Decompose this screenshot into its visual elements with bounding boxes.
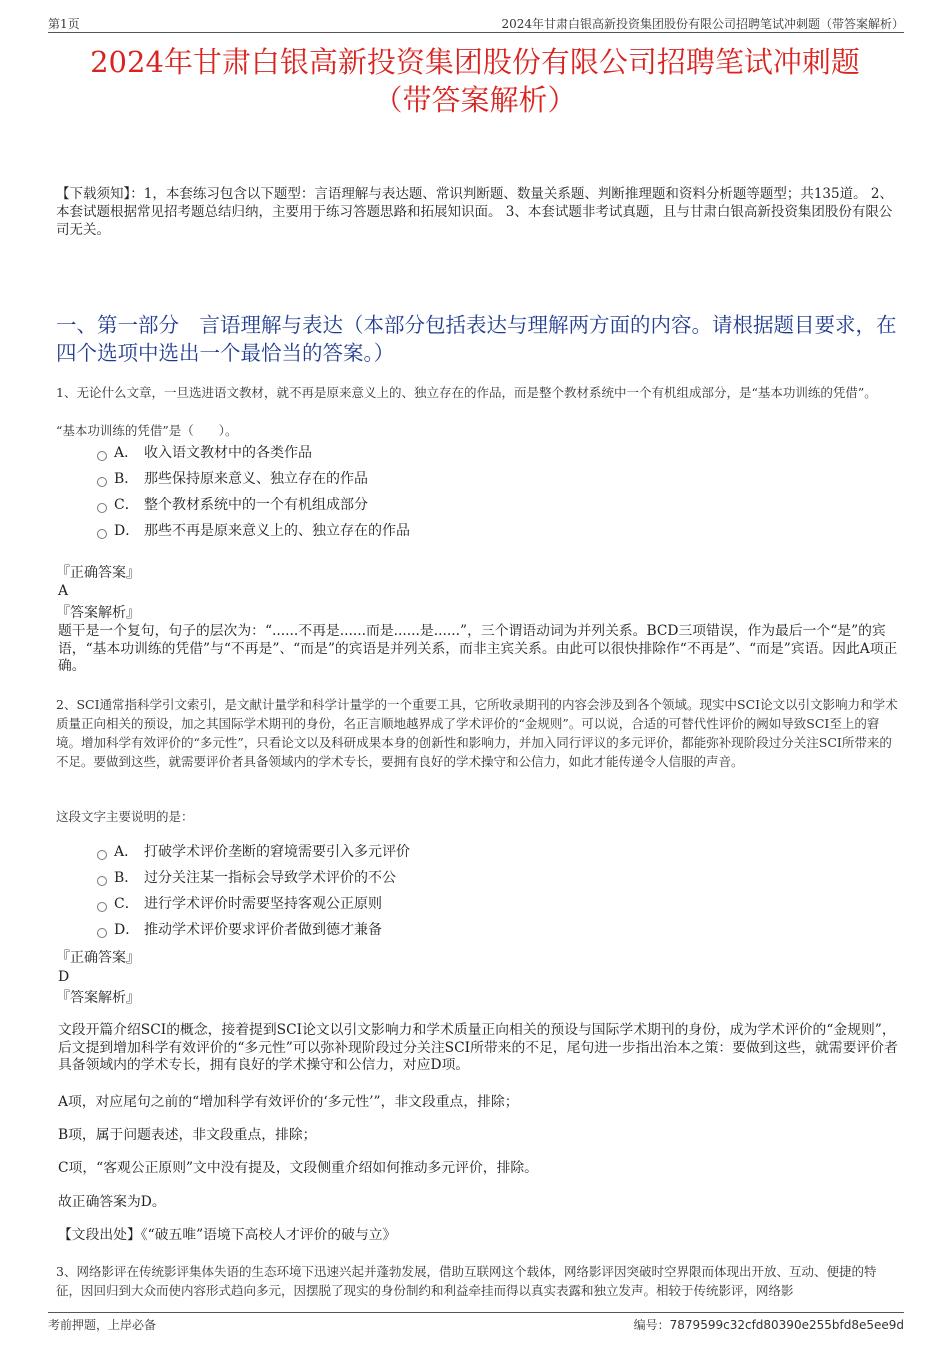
q2-option-a[interactable]: A． 打破学术评价垄断的窘境需要引入多元评价 xyxy=(94,842,900,868)
section-heading: 一、第一部分 言语理解与表达（本部分包括表达与理解两方面的内容。请根据题目要求，在四个选项中选出一个最恰当的答案。） xyxy=(56,313,897,365)
q2-option-b[interactable]: B． 过分关注某一指标会导致学术评价的不公 xyxy=(94,868,900,894)
q2-option-c[interactable]: C． 进行学术评价时需要坚持客观公正原则 xyxy=(94,894,900,920)
q1-analysis-label: 『答案解析』 xyxy=(56,605,140,621)
q1-option-d[interactable]: D． 那些不再是原来意义上的、独立存在的作品 xyxy=(94,521,900,547)
q1-option-c[interactable]: C． 整个教材系统中的一个有机组成部分 xyxy=(94,495,900,521)
q2-correct-label: 『正确答案』 xyxy=(56,950,140,966)
q2-analysis-b: B项，属于问题表述，非文段重点，排除； xyxy=(58,1127,317,1143)
radio-icon[interactable] xyxy=(97,850,107,860)
q1-option-b[interactable]: B． 那些保持原来意义、独立存在的作品 xyxy=(94,469,900,495)
q1-stem: 1、无论什么文章，一旦选进语文教材，就不再是原来意义上的、独立存在的作品，而是整个教材系统中一个有机组成部分，是“基本功训练的凭借”。 xyxy=(56,385,877,400)
q1-correct-label: 『正确答案』 xyxy=(56,565,140,581)
q2-analysis-label: 『答案解析』 xyxy=(56,990,140,1006)
q2-stem: 2、SCI通常指科学引文索引，是文献计量学和科学计量学的一个重要工具，它所收录期刊的内容会涉及到各个领域。现实中SCI论文以引文影响力和学术质量正向相关的预设，加之其国际学术期刊的身份，名正言顺地越界成了学术评价的“金规则”。可以说，合适的可替代性评价的阙如导致SCI至上的窘境。增加科学有效评价的“多元性”，只看论文以及科研成果本身的创新性和影响力，并加入同行评议的多元评价，都能弥补现阶段过分关注SCI所带来的不足。要做到这些，就需要评价者具备领域内的学术专长，要拥有良好的学术操守和公信力，如此才能传递令人信服的声音。 xyxy=(56,697,898,769)
footer-doc-id: 编号：7879599c32cfd80390e255bfd8e5ee9d xyxy=(633,1318,904,1332)
q1-answer: A xyxy=(58,583,69,599)
radio-icon[interactable] xyxy=(97,529,107,539)
radio-icon[interactable] xyxy=(97,928,107,938)
q1-options xyxy=(94,443,900,547)
q1-analysis: 题干是一个复句，句子的层次为：“......不再是......而是......是......”，三个谓语动词为并列关系。BCD三项错误，作为最后一个“是”的宾语，“基本功训练的凭借”与“不再是”、“而是”的宾语是并列关系，而非主宾关系。由此可以很快排除作“不再是”、“而是”宾语。因此A项正确。 xyxy=(58,623,898,674)
q2-ask: 这段文字主要说明的是： xyxy=(56,809,194,824)
title-line-2: （带答案解析） xyxy=(373,83,577,117)
page-header xyxy=(48,14,904,33)
header-doc-title: 2024年甘肃白银高新投资集团股份有限公司招聘笔试冲刺题（带答案解析） xyxy=(501,17,904,31)
q2-analysis-c: C项，“客观公正原则”文中没有提及，文段侧重介绍如何推动多元评价，排除。 xyxy=(58,1160,538,1176)
q2-option-d[interactable]: D． 推动学术评价要求评价者做到德才兼备 xyxy=(94,920,900,946)
radio-icon[interactable] xyxy=(97,876,107,886)
q2-analysis: 文段开篇介绍SCI的概念，接着提到SCI论文以引文影响力和学术质量正向相关的预设与国际学术期刊的身份，成为学术评价的“金规则”，后文提到增加科学有效评价的“多元性”可以弥补现阶段过分关注SCI所带来的不足，尾句进一步指出治本之策：要做到这些，就需要评价者具备领域内的学术专长，拥有良好的学术操守和公信力，对应D项。 xyxy=(58,1022,898,1073)
q3-stem: 3、网络影评在传统影评集体失语的生态环境下迅速兴起并蓬勃发展，借助互联网这个载体，网络影评因突破时空界限而体现出开放、互动、便捷的特征，因回归到大众而使内容形式趋向多元，因摆脱了现实的身份制约和利益牵挂而得以真实表露和独立发声。相较于传统影评，网络影 xyxy=(56,1264,877,1298)
radio-icon[interactable] xyxy=(97,451,107,461)
q1-option-a[interactable]: A． 收入语文教材中的各类作品 xyxy=(94,443,900,469)
radio-icon[interactable] xyxy=(97,503,107,513)
q2-options xyxy=(94,842,900,946)
q2-analysis-a: A项，对应尾句之前的“增加科学有效评价的‘多元性’”，非文段重点，排除； xyxy=(58,1094,519,1110)
page-footer xyxy=(48,1312,904,1333)
q1-ask: “基本功训练的凭借”是（ ）。 xyxy=(56,423,238,438)
q2-answer: D xyxy=(58,969,70,985)
radio-icon[interactable] xyxy=(97,477,107,487)
radio-icon[interactable] xyxy=(97,902,107,912)
footer-slogan: 考前押题，上岸必备 xyxy=(48,1318,157,1332)
page-number: 第1页 xyxy=(48,17,80,31)
title-line-1: 2024年甘肃白银高新投资集团股份有限公司招聘笔试冲刺题 xyxy=(90,45,860,79)
download-notice: 【下载须知】：1，本套练习包含以下题型：言语理解与表达题、常识判断题、数量关系题、判断推理题和资料分析题等题型；共135道。 2、本套试题根据常见招考题总结归纳，主要用于练习答题思路和拓展知识面。 3、本套试题非考试真题，且与甘肃白银高新投资集团股份有限公司无关。 xyxy=(56,186,893,238)
document-title xyxy=(40,43,910,119)
q2-source: 【文段出处】《“破五唯”语境下高校人才评价的破与立》 xyxy=(58,1227,397,1243)
q2-final-answer: 故正确答案为D。 xyxy=(58,1194,166,1210)
